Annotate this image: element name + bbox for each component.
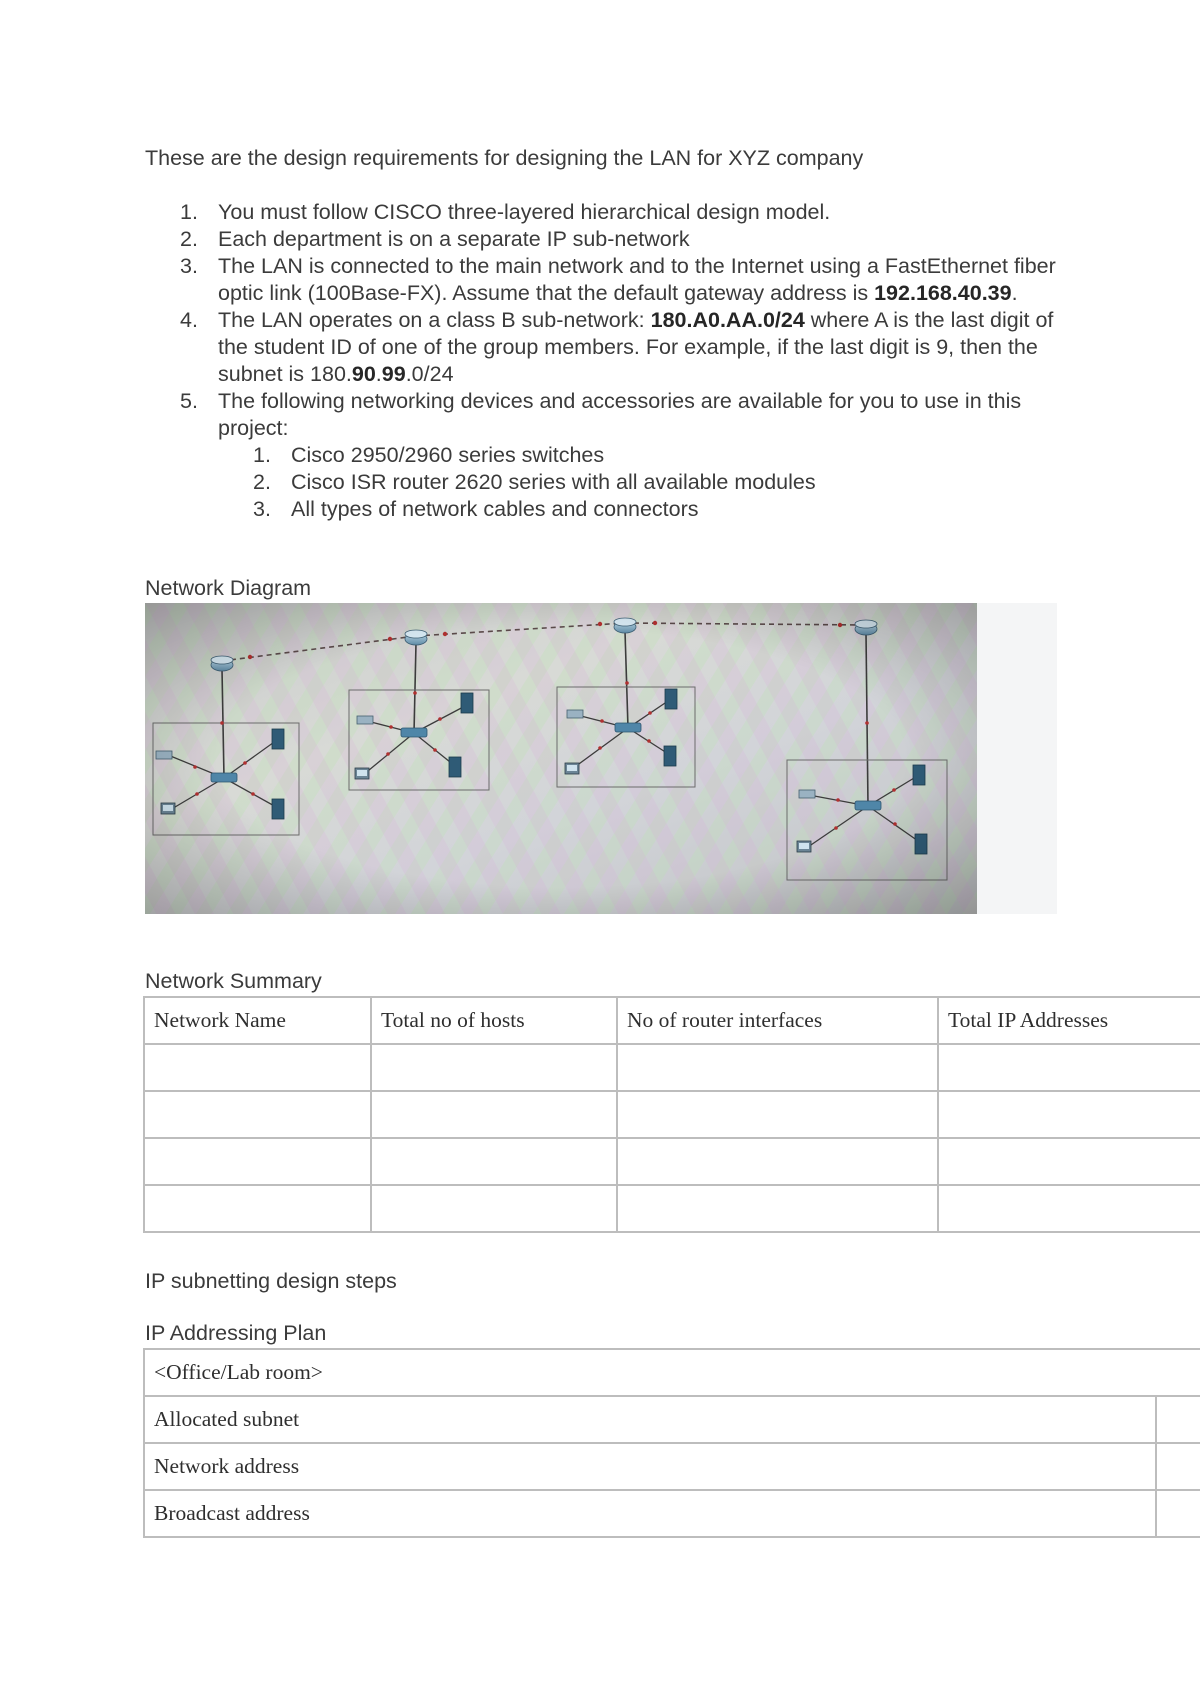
requirements-list [145,199,1065,523]
class-b-subnet: 180.A0.AA.0/24 [650,308,805,332]
table-row [144,1349,1200,1396]
table-cell[interactable] [617,1091,938,1138]
devices-list [218,442,1065,523]
list-text: where A is the last digit of the student ID of one of the group members. For example, if the last digit is 9, then the subnet is 180. [218,308,1054,386]
list-item [145,199,1065,226]
header-total-ip-addresses: Total IP Addresses [938,997,1200,1044]
list-number: 3. [180,254,198,278]
list-text: The LAN operates on a class B sub-network: [218,308,651,332]
table-row [144,1185,1200,1232]
list-number: 1. [180,200,198,224]
list-item [218,469,1065,496]
row-label-allocated-subnet: Allocated subnet [144,1396,1156,1443]
list-text: Cisco 2950/2960 series switches [291,443,605,467]
addressing-plan-title: IP Addressing Plan [145,1321,327,1345]
network-diagram-photo [145,603,977,914]
table-row [144,1091,1200,1138]
list-item [145,253,1065,307]
list-number: 3. [253,497,271,521]
row-label-broadcast-address: Broadcast address [144,1490,1156,1537]
list-number: 2. [180,227,198,251]
table-cell[interactable] [938,1138,1200,1185]
table-cell[interactable] [371,1138,617,1185]
table-cell[interactable] [1156,1443,1200,1490]
table-row [144,1443,1200,1490]
table-row [144,1138,1200,1185]
list-number: 2. [253,470,271,494]
list-number: 5. [180,389,198,413]
table-cell[interactable] [938,1091,1200,1138]
diagram-title: Network Diagram [145,576,312,600]
table-cell[interactable] [938,1044,1200,1091]
header-total-hosts: Total no of hosts [371,997,617,1044]
list-text: . [375,362,382,386]
table-row [144,1396,1200,1443]
header-network-name: Network Name [144,997,371,1044]
intro-text: These are the design requirements for designing the LAN for XYZ company [145,146,864,170]
table-header-row [144,997,1200,1044]
room-header-cell: <Office/Lab room> [144,1349,1200,1396]
row-label-network-address: Network address [144,1443,1156,1490]
table-cell[interactable] [938,1185,1200,1232]
network-summary-table [143,996,1200,1233]
example-octet-2: 99 [381,362,406,386]
list-text: The LAN is connected to the main network and to the Internet using a FastEthernet fiber optic link (100Base-FX). Assume that the default gateway address is [218,254,1056,305]
list-text: The following networking devices and accessories are available for you to use in this project: [218,389,1022,440]
list-item [145,226,1065,253]
table-row [144,1490,1200,1537]
list-number: 4. [180,308,198,332]
list-text: You must follow CISCO three-layered hierarchical design model. [218,200,831,224]
gateway-address: 192.168.40.39 [874,281,1012,305]
list-text: .0/24 [405,362,454,386]
table-cell[interactable] [144,1044,371,1091]
list-item [218,496,1065,523]
table-cell[interactable] [617,1044,938,1091]
list-item [145,388,1065,523]
example-octet-1: 90 [351,362,376,386]
diagram-right-margin [977,603,1057,914]
table-cell[interactable] [617,1185,938,1232]
table-cell[interactable] [144,1185,371,1232]
table-row [144,1044,1200,1091]
list-item [218,442,1065,469]
ip-addressing-plan-table [143,1348,1200,1538]
list-item [145,307,1065,388]
list-number: 1. [253,443,271,467]
subnetting-steps-title: IP subnetting design steps [145,1269,397,1293]
list-text: All types of network cables and connectors [291,497,699,521]
table-cell[interactable] [617,1138,938,1185]
table-cell[interactable] [371,1044,617,1091]
list-text: Cisco ISR router 2620 series with all available modules [291,470,816,494]
header-router-interfaces: No of router interfaces [617,997,938,1044]
summary-title: Network Summary [145,969,322,993]
table-cell[interactable] [371,1185,617,1232]
table-cell[interactable] [144,1091,371,1138]
table-cell[interactable] [144,1138,371,1185]
table-cell[interactable] [1156,1396,1200,1443]
table-cell[interactable] [371,1091,617,1138]
network-diagram-image [145,603,977,914]
list-text: Each department is on a separate IP sub-network [218,227,690,251]
list-text: . [1011,281,1018,305]
table-cell[interactable] [1156,1490,1200,1537]
